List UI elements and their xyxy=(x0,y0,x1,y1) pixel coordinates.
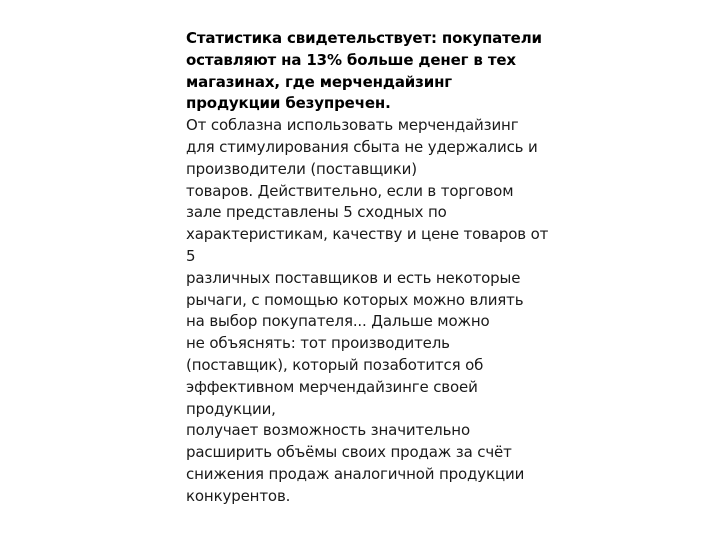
heading-line: оставляют на 13% больше денег в тех xyxy=(186,50,516,69)
body-line: характеристикам, качеству и цене товаров от xyxy=(186,225,549,244)
body-line: на выбор покупателя... Дальше можно xyxy=(186,312,490,331)
body-line: не объяснять: тот производитель xyxy=(186,334,450,353)
body-line: (поставщик), который позаботится об xyxy=(186,355,484,374)
heading-line: Статистика свидетельствует: покупатели xyxy=(186,29,542,47)
body-line: различных поставщиков и есть некоторые xyxy=(186,268,521,287)
heading-line: магазинах, где мерчендайзинг xyxy=(186,72,452,91)
slide-text xyxy=(186,28,549,508)
body-line: производители (поставщики) xyxy=(186,159,417,178)
body-line: снижения продаж аналогичной продукции xyxy=(186,464,525,483)
body-line: для стимулирования сбыта не удержались и xyxy=(186,137,538,156)
body-line: товаров. Действительно, если в торговом xyxy=(186,181,514,200)
body-line: 5 xyxy=(186,246,196,265)
body-line: зале представлены 5 сходных по xyxy=(186,203,447,222)
body-line: продукции, xyxy=(186,399,276,418)
body-line: получает возможность значительно xyxy=(186,421,470,440)
body-line: расширить объёмы своих продаж за счёт xyxy=(186,443,512,462)
body-line: эффективном мерчендайзинге своей xyxy=(186,377,478,396)
heading-line: продукции безупречен. xyxy=(186,94,391,113)
body-line: От соблазна использовать мерчендайзинг xyxy=(186,116,519,135)
body-line: рычаги, с помощью которых можно влиять xyxy=(186,290,524,309)
body-line: конкурентов. xyxy=(186,486,291,505)
